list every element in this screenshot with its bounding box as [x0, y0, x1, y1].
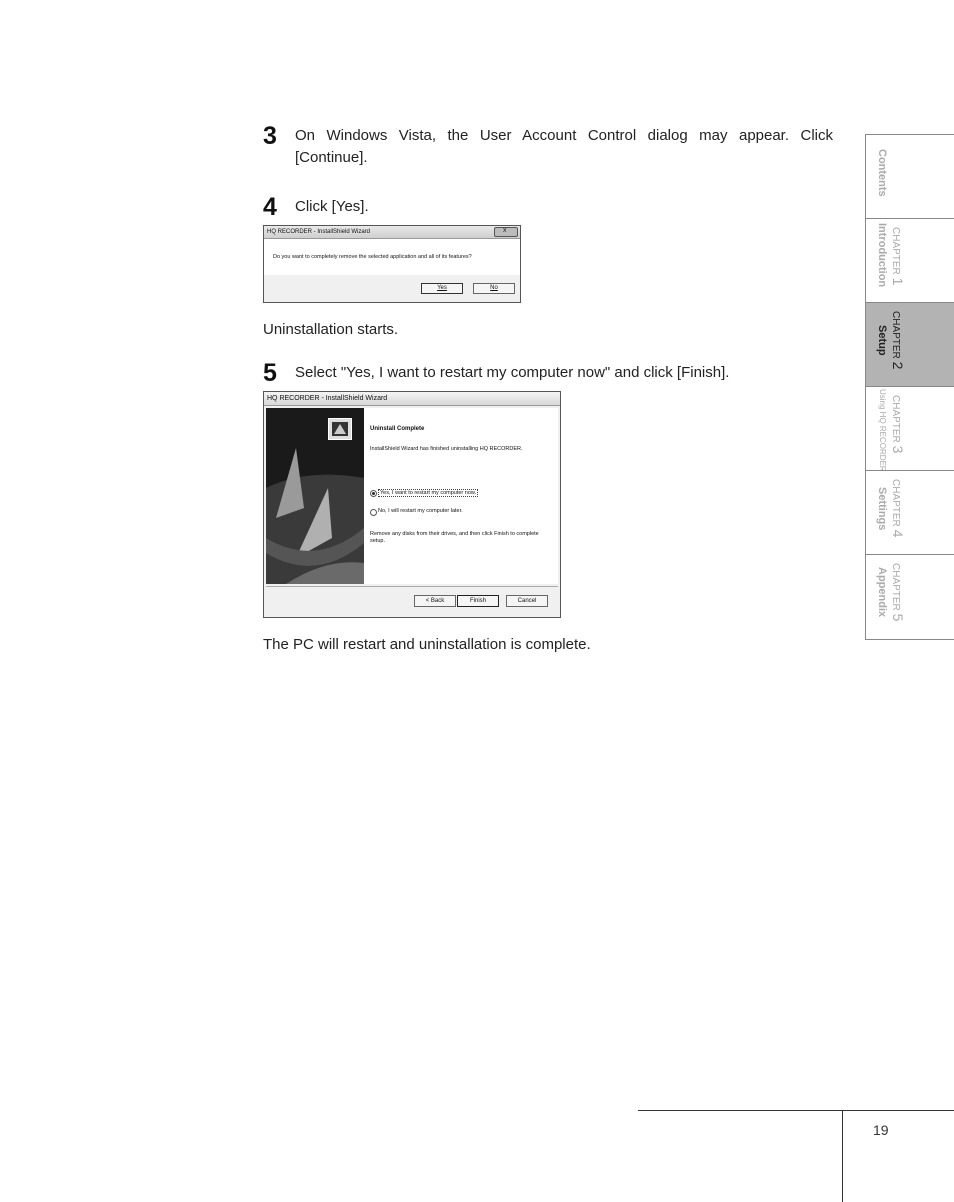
tab-appendix[interactable]	[866, 554, 954, 640]
wizard-main-panel	[364, 408, 558, 584]
footer-rule	[638, 1110, 954, 1111]
tab-settings[interactable]	[866, 470, 954, 554]
tab-using-hq-recorder[interactable]	[866, 386, 954, 470]
tab-chapter: CHAPTER 4	[890, 479, 906, 538]
close-icon: x	[503, 227, 507, 234]
wizard-side-graphic	[266, 408, 364, 584]
tab-chapter: CHAPTER 3	[890, 395, 906, 454]
yes-button[interactable]: Yes	[421, 283, 463, 294]
footer-divider	[842, 1110, 843, 1202]
restart-now-radio[interactable]	[370, 490, 377, 497]
step-number-3: 3	[263, 122, 277, 150]
tab-chapter: CHAPTER 1	[890, 227, 906, 286]
tab-chapter: CHAPTER 2	[890, 311, 906, 370]
tab-introduction[interactable]	[866, 218, 954, 302]
step-text-5: Select "Yes, I want to restart my computer now" and click [Finish].	[295, 364, 730, 381]
tab-title: Using HQ RECORDER	[878, 389, 887, 472]
tab-chapter: CHAPTER 5	[890, 563, 906, 622]
dialog-title: HQ RECORDER - InstallShield Wizard	[267, 229, 371, 235]
close-button[interactable]	[494, 227, 518, 237]
page-number: 19	[873, 1122, 889, 1138]
remove-question: Do you want to completely remove the selected application and all of its features?	[273, 254, 472, 260]
chapter-tabs	[865, 134, 954, 640]
step-text-4: Click [Yes].	[295, 198, 369, 215]
no-button[interactable]: No	[473, 283, 515, 294]
restart-now-label[interactable]: Yes, I want to restart my computer now.	[380, 490, 477, 496]
finish-button[interactable]: Finish	[457, 595, 499, 607]
remove-disks-note: Remove any disks from their drives, and then click Finish to complete setup.	[370, 531, 539, 544]
restart-later-label[interactable]: No, I will restart my computer later.	[378, 508, 463, 514]
cancel-button[interactable]: Cancel	[506, 595, 548, 607]
tab-title: Setup	[876, 325, 888, 356]
tab-title: Settings	[876, 487, 888, 531]
uninstall-complete-dialog	[263, 391, 561, 618]
restart-later-radio[interactable]	[370, 509, 377, 516]
tab-title: Contents	[876, 149, 888, 197]
wizard-heading: Uninstall Complete	[370, 426, 425, 432]
confirm-remove-dialog	[263, 225, 521, 303]
restart-complete-text: The PC will restart and uninstallation is complete.	[263, 636, 591, 653]
button-separator	[266, 586, 558, 587]
tab-setup[interactable]	[866, 302, 954, 386]
tab-title: Appendix	[876, 567, 888, 618]
step-text-3: On Windows Vista, the User Account Control dialog may appear. Click [Continue].	[295, 127, 833, 166]
step-number-5: 5	[263, 359, 277, 387]
tab-title: Introduction	[876, 223, 888, 288]
dialog-title: HQ RECORDER - InstallShield Wizard	[264, 392, 560, 406]
uninstall-starts-text: Uninstallation starts.	[263, 321, 399, 338]
tab-contents[interactable]	[866, 134, 954, 218]
dialog-body	[264, 239, 520, 275]
step-number-4: 4	[263, 193, 277, 221]
wizard-subtitle: InstallShield Wizard has finished uninstalling HQ RECORDER.	[370, 446, 523, 452]
dialog-title-bar	[264, 226, 520, 239]
installer-icon	[328, 418, 352, 440]
back-button[interactable]: < Back	[414, 595, 456, 607]
